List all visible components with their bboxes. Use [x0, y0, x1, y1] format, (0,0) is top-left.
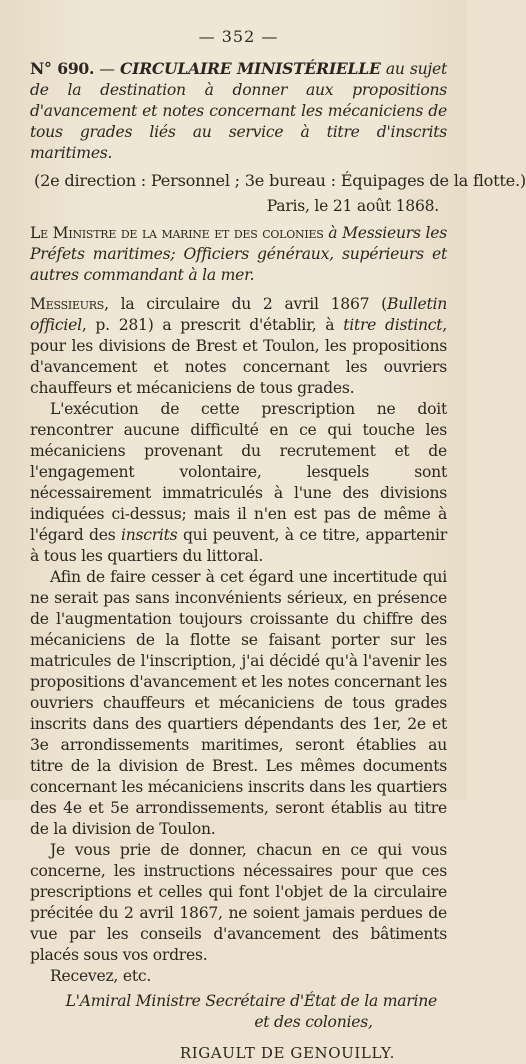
page-number: — 352 —: [198, 27, 279, 46]
paragraph-1-text-b: , p. 281) a prescrit d'établir, à: [81, 316, 344, 334]
addressee: [30, 223, 447, 286]
paragraph-2-text-a: L'exécution de cette prescription ne doit rencontrer aucune difficulté en ce qui touche les mécaniciens provenant du recrutement et de l'engagement volontaire, lesquels sont nécessairement immatriculés à l'une des divisions indiquées ci-dessus; mais il n'en est pas de même à l'égard des: [30, 400, 447, 544]
paragraph-1-text-c: , pour les divisions de Brest et Toulon, les propositions d'avancement et notes concernant les ouvriers chauffeurs et mécaniciens de tous grades.: [30, 316, 447, 397]
paragraph-1-text-a: la circulaire du 2 avril 1867 (: [108, 295, 387, 313]
heading-dash: —: [94, 60, 120, 78]
circular-number: N° 690.: [30, 59, 95, 78]
inscrits-word: inscrits: [120, 526, 178, 544]
circular-subject: au sujet de la destination à donner aux propositions d'avancement et notes concernant les mécaniciens de tous grades liés au service à titre d'inscrits maritimes.: [30, 60, 447, 162]
signature-title-line-2: et des colonies,: [254, 1013, 373, 1031]
paragraph-2-text-b: qui peuvent, à ce titre, appartenir à tous les quartiers du littoral.: [30, 526, 447, 565]
circular-title: CIRCULAIRE MINISTÉRIELLE: [119, 59, 381, 78]
signature-name: RIGAULT DE GENOUILLY.: [179, 1044, 395, 1062]
addressee-from: Le Ministre de la marine et des colonies: [30, 224, 324, 242]
titre-distinct: titre distinct: [343, 316, 443, 334]
paragraph-1: [30, 294, 447, 399]
salutation: Messieurs,: [30, 295, 109, 313]
direction-line: (2e direction : Personnel ; 3e bureau : Équipages de la flotte.): [34, 171, 526, 190]
signature-title-line-1: L'Amiral Ministre Secrétaire d'État de la marine: [65, 992, 437, 1010]
paragraph-3: Afin de faire cesser à cet égard une incertitude qui ne serait pas sans inconvénients sérieux, en présence de l'augmentation toujours croissante du chiffre des mécaniciens de la flotte se faisant porter sur les matricules de l'inscription, j'ai décidé qu'à l'avenir les propositions d'avancement et les notes concernant les ouvriers chauffeurs et mécaniciens de tous grades inscrits dans des quartiers dépendants des 1er, 2e et 3e arrondissements maritimes, seront établies au titre de la division de Brest. Les mêmes documents concernant les mécaniciens inscrits dans les quartiers des 4e et 5e arrondissements, seront établis au titre de la division de Toulon.: [30, 568, 447, 838]
closing-formula: Recevez, etc.: [50, 967, 152, 985]
circular-heading: [30, 58, 447, 164]
addressee-to: à Messieurs les Préfets maritimes; Officiers généraux, supérieurs et autres commandant à la mer.: [30, 224, 447, 284]
paragraph-2: [30, 399, 447, 567]
date-line: Paris, le 21 août 1868.: [266, 197, 439, 215]
bulletin-reference: Bulletin officiel: [30, 295, 447, 334]
paragraph-4: Je vous prie de donner, chacun en ce qui vous concerne, les instructions nécessaires pour que ces prescriptions et celles qui font l'objet de la circulaire précitée du 2 avril 1867, ne soient jamais perdues de vue par les conseils d'avancement des bâtiments placés sous vos ordres.: [30, 841, 447, 964]
